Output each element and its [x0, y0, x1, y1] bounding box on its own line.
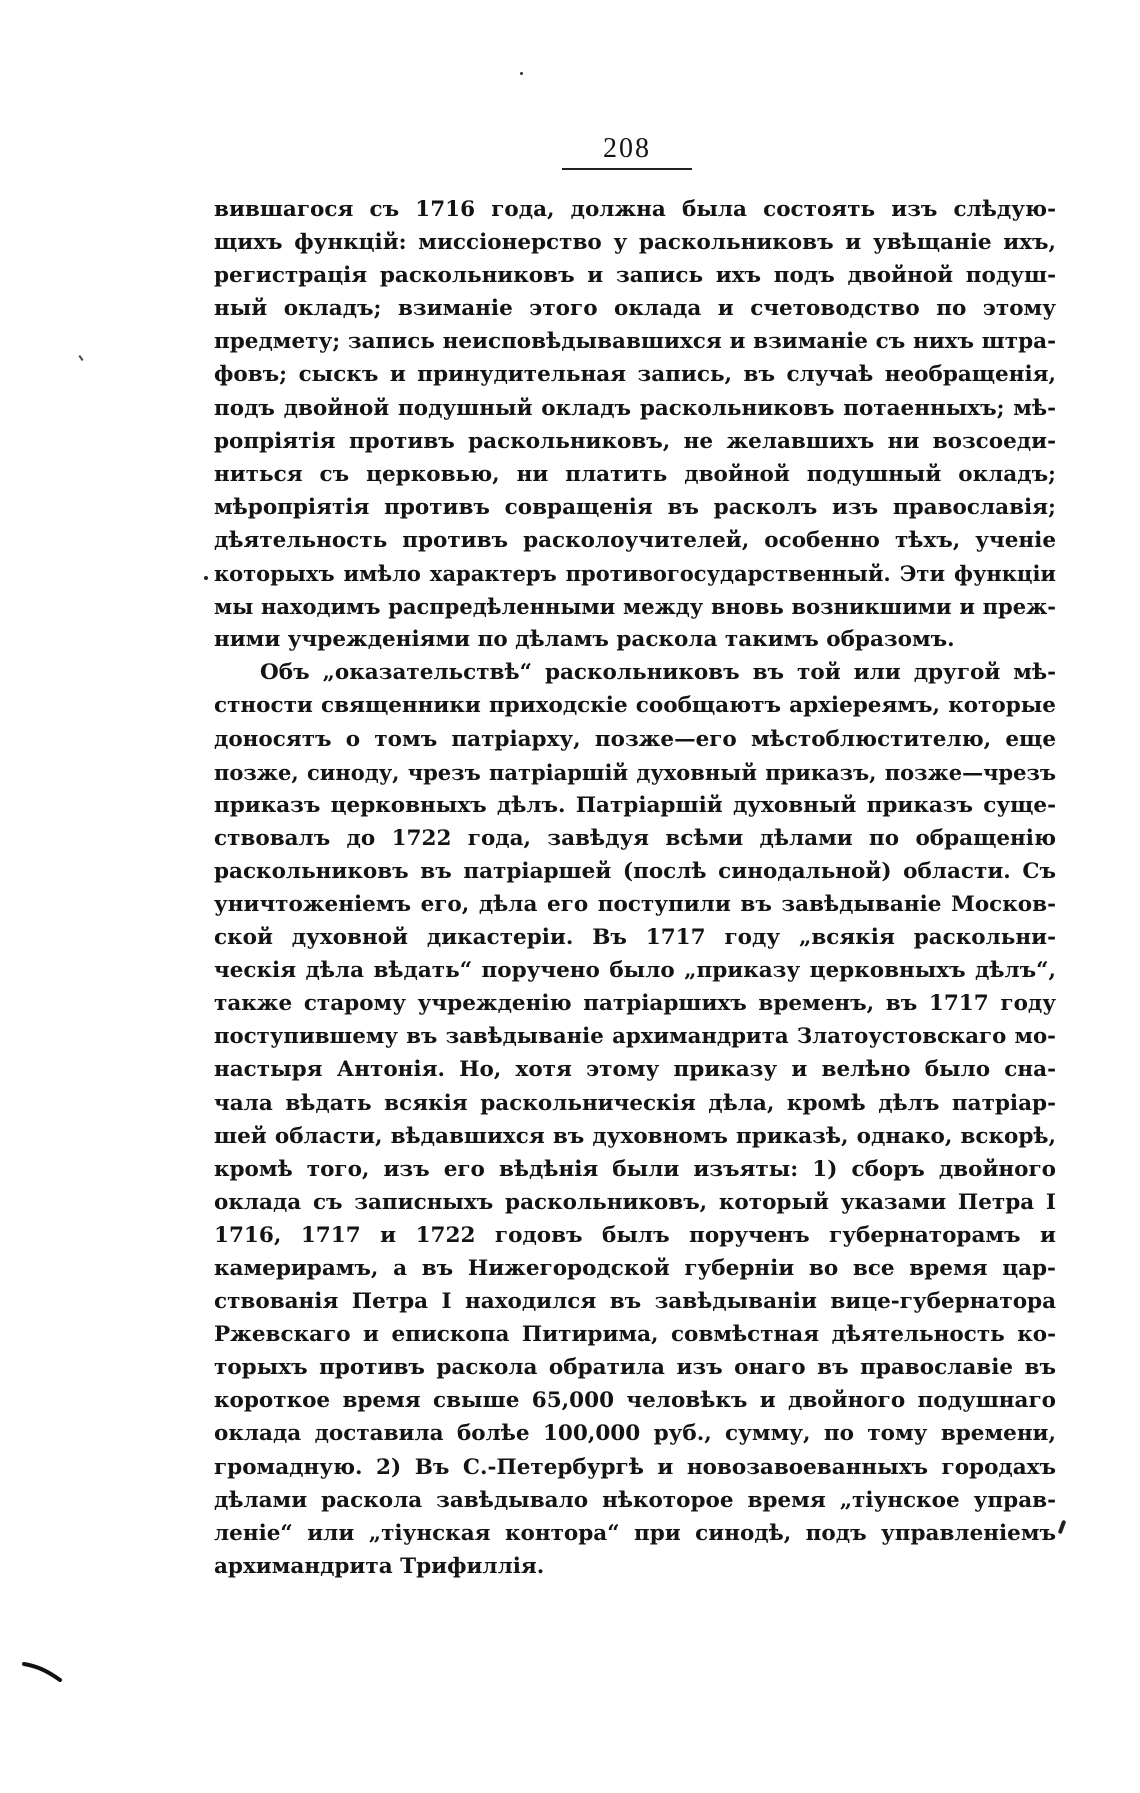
text-line: леніе“ или „тіунская контора“ при синодѣ, подъ управленіемъ: [214, 1520, 1056, 1546]
margin-pen-stroke: [22, 1660, 64, 1682]
text-line: Ржевскаго и епископа Питирима, совмѣстная дѣятельность ко-: [214, 1322, 1056, 1348]
text-line: ствовалъ до 1722 года, завѣдуя всѣми дѣлами по обращенію: [214, 825, 1056, 851]
text-line: ропріятія противъ раскольниковъ, не желавшихъ ни возсоеди-: [214, 428, 1056, 454]
text-line: кромѣ того, изъ его вѣдѣнія были изъяты: 1) сборъ двойного: [214, 1156, 1056, 1182]
text-line: также старому учрежденію патріаршихъ временъ, въ 1717 году: [214, 991, 1056, 1017]
text-line: громадную. 2) Въ С.-Петербургѣ и новозавоеванныхъ городахъ: [214, 1454, 1056, 1480]
text-line: камерирамъ, а въ Нижегородской губерніи во все время цар-: [214, 1256, 1056, 1281]
text-line: архимандрита Трифиллія.: [214, 1553, 545, 1579]
text-line: вившагося съ 1716 года, должна была состоять изъ слѣдую-: [214, 197, 1056, 222]
margin-comma-mark: [1058, 1520, 1067, 1535]
margin-dot: [204, 576, 208, 580]
text-line: чала вѣдать всякія раскольническія дѣла, кромѣ дѣлъ патріар-: [214, 1090, 1056, 1116]
text-line: стности священники приходскіе сообщаютъ архіереямъ, которые: [214, 693, 1056, 719]
print-speck: [520, 72, 523, 75]
text-line: оклада доставила болѣе 100,000 руб., сумму, по тому времени,: [214, 1421, 1056, 1447]
text-line: ствованія Петра I находился въ завѣдываніи вице-губернатора: [214, 1289, 1056, 1315]
text-line: торыхъ противъ раскола обратила изъ онаго въ православіе въ: [214, 1355, 1056, 1381]
text-line: доносятъ о томъ патріарху, позже—его мѣстоблюстителю, еще: [214, 726, 1056, 752]
text-line: шей области, вѣдавшихся въ духовномъ приказѣ, однако, вскорѣ,: [214, 1123, 1056, 1149]
text-line: раскольниковъ въ патріаршей (послѣ синодальной) области. Съ: [214, 858, 1056, 884]
text-line: приказъ церковныхъ дѣлъ. Патріаршій духовный приказъ суще-: [214, 792, 1056, 818]
text-line: которыхъ имѣло характеръ противогосударственный. Эти функціи: [214, 561, 1056, 587]
text-line: ниться съ церковью, ни платить двойной подушный окладъ;: [214, 461, 1056, 487]
text-line: ними учрежденіями по дѣламъ раскола такимъ образомъ.: [214, 627, 955, 653]
text-line: регистрація раскольниковъ и запись ихъ подъ двойной подуш-: [214, 263, 1056, 289]
text-line: позже, синоду, чрезъ патріаршій духовный приказъ, позже—чрезъ: [214, 759, 1056, 785]
text-line: короткое время свыше 65,000 человѣкъ и двойного подушнаго: [214, 1388, 1056, 1414]
margin-mark: [78, 355, 83, 361]
text-line: оклада съ записныхъ раскольниковъ, который указами Петра I: [214, 1189, 1056, 1215]
page-number: 208: [562, 132, 692, 170]
text-line: щихъ функцій: миссіонерство у раскольниковъ и увѣщаніе ихъ,: [214, 230, 1056, 256]
text-line: предмету; запись неисповѣдывавшихся и взиманіе съ нихъ штра-: [214, 329, 1056, 355]
text-line: ный окладъ; взиманіе этого оклада и счетоводство по этому: [214, 296, 1056, 322]
text-line: мѣропріятія противъ совращенія въ расколъ изъ православія;: [214, 494, 1056, 520]
text-line: фовъ; сыскъ и принудительная запись, въ случаѣ необращенія,: [214, 362, 1056, 388]
text-line: ской духовной дикастеріи. Въ 1717 году „всякія раскольни-: [214, 925, 1056, 951]
text-line: Объ „оказательствѣ“ раскольниковъ въ той или другой мѣ-: [260, 660, 1056, 686]
body-text: [214, 193, 1056, 1583]
text-line: настыря Антонія. Но, хотя этому приказу и велѣно было сна-: [214, 1057, 1056, 1083]
text-line: дѣятельность противъ расколоучителей, особенно тѣхъ, ученіе: [214, 527, 1056, 553]
text-line: подъ двойной подушный окладъ раскольниковъ потаенныхъ; мѣ-: [214, 395, 1056, 421]
text-line: уничтоженіемъ его, дѣла его поступили въ завѣдываніе Москов-: [214, 891, 1056, 917]
text-line: 1716, 1717 и 1722 годовъ былъ порученъ губернаторамъ и: [214, 1222, 1056, 1248]
text-line: мы находимъ распредѣленными между вновь возникшими и преж-: [214, 594, 1056, 620]
text-line: дѣлами раскола завѣдывало нѣкоторое время „тіунское управ-: [214, 1487, 1056, 1513]
text-line: ческія дѣла вѣдать“ поручено было „приказу церковныхъ дѣлъ“,: [214, 958, 1056, 984]
text-line: поступившему въ завѣдываніе архимандрита Златоустовскаго мо-: [214, 1024, 1056, 1050]
